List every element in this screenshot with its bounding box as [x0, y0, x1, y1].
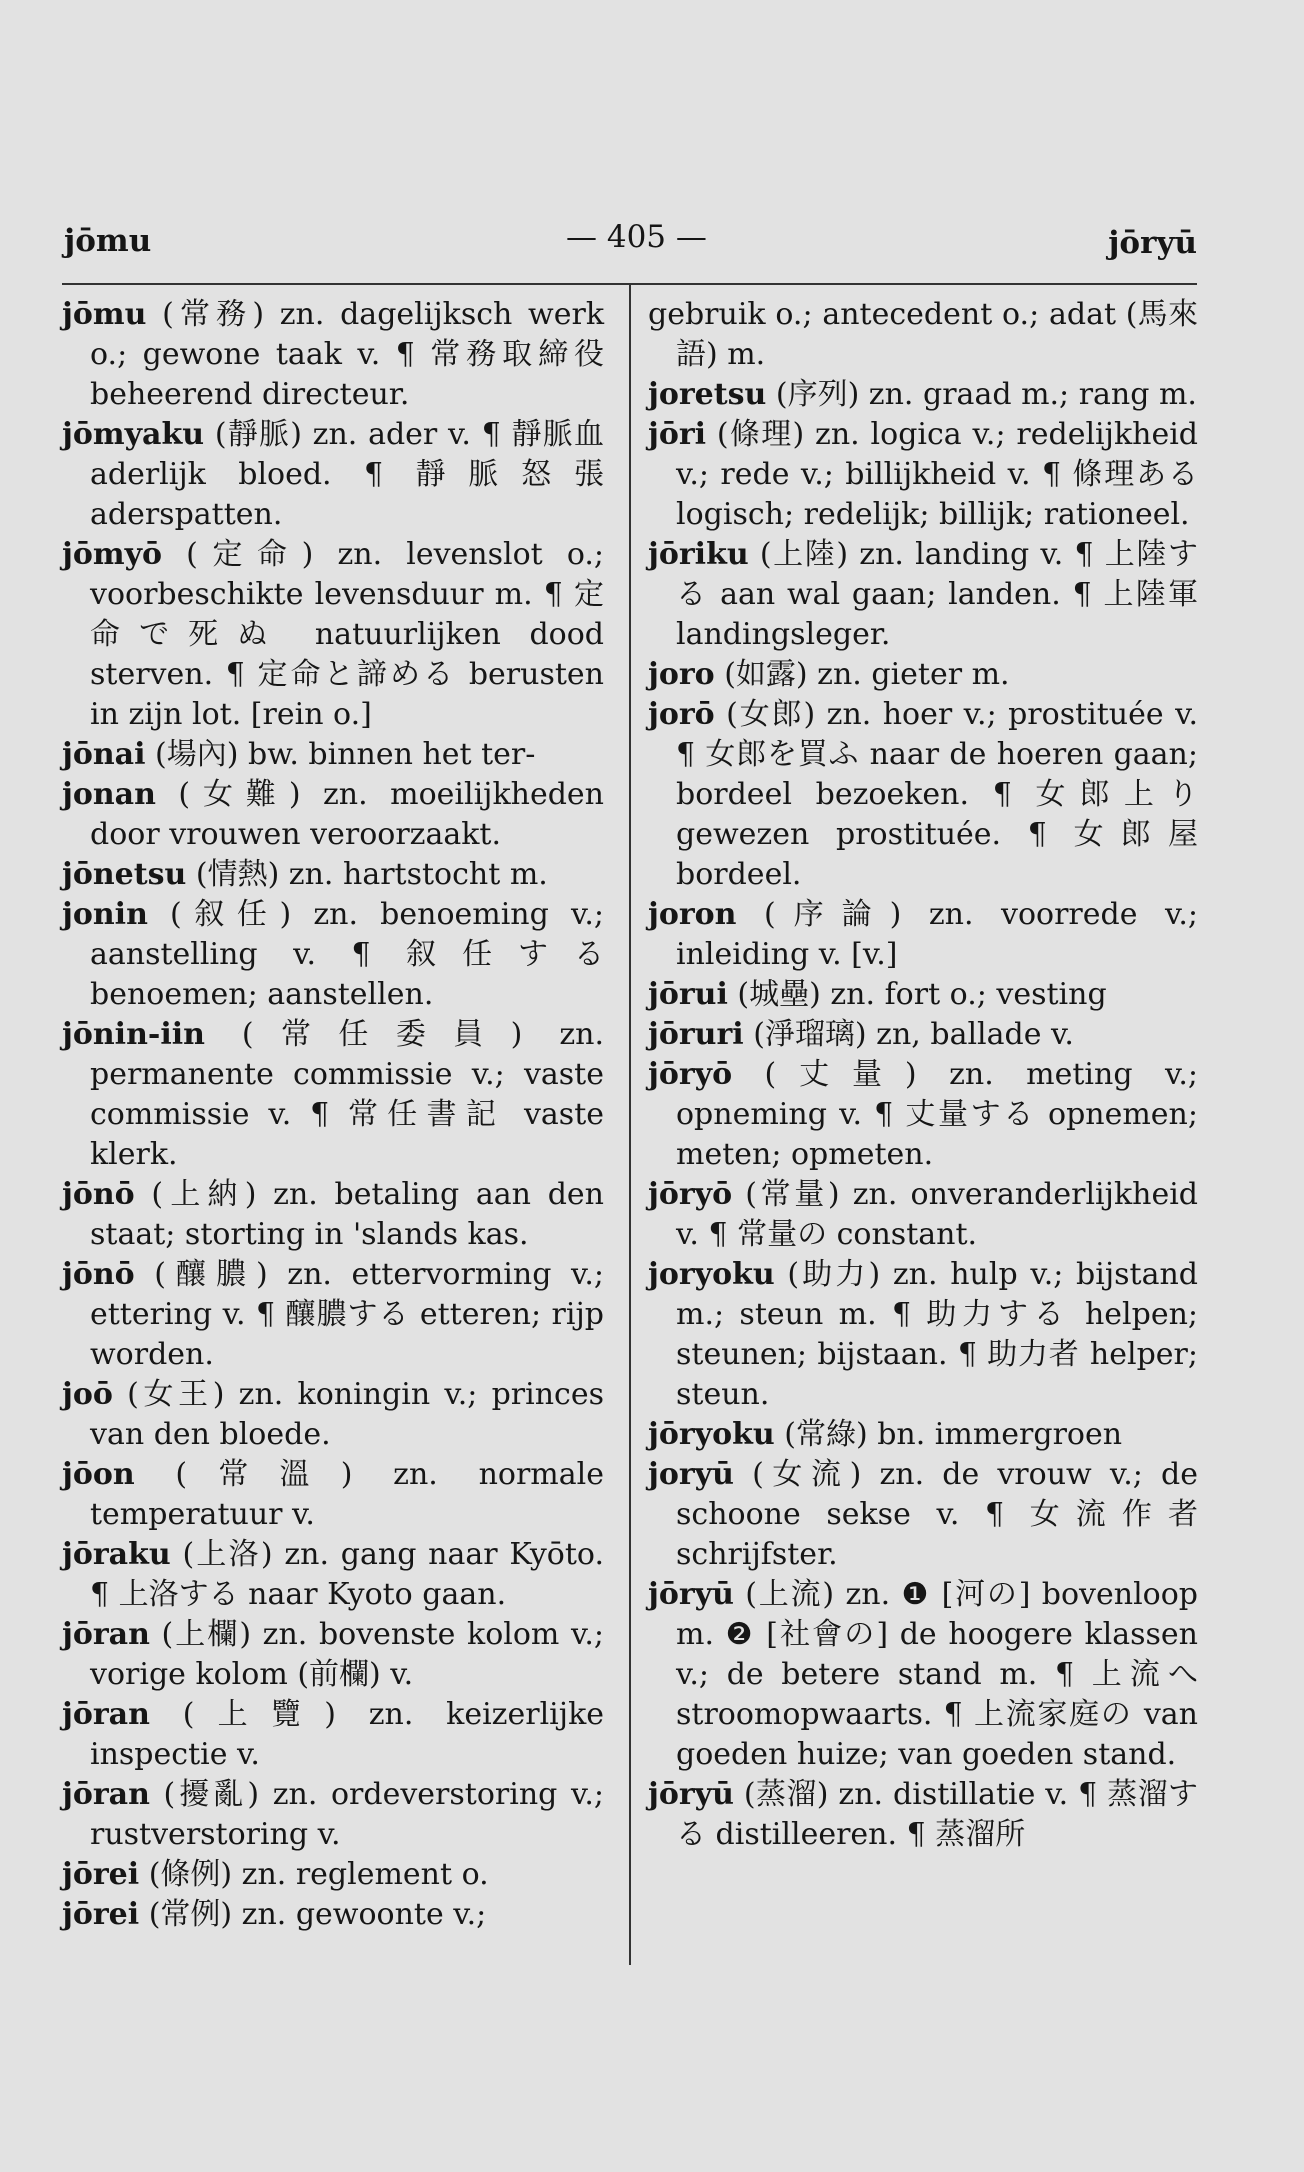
- entry-headword: joō: [62, 1377, 113, 1412]
- entry-definition: (上流) zn. ❶ [河の] bovenloop m. ❷ [社會の] de hoogere klassen v.; de betere stand m. ¶ 上流へ stroomopwaarts. ¶ 上流家庭の van goeden huize; van goeden stand.: [676, 1577, 1198, 1772]
- entry-headword: jōrui: [648, 977, 728, 1012]
- entry-headword: jōryū: [648, 1777, 734, 1812]
- entry-headword: jōmyaku: [62, 417, 205, 452]
- entry-definition: (定命) zn. levenslot o.; voorbeschikte levensduur m. ¶ 定命で死ぬ natuurlijken dood sterven. ¶ 定命と諦める berusten in zijn lot. [rein o.]: [90, 537, 604, 732]
- dictionary-entry: [648, 1255, 1198, 1415]
- entry-definition: (擾亂) zn. ordeverstoring v.; rustverstoring v.: [90, 1777, 604, 1852]
- dictionary-entry: [62, 895, 604, 1015]
- entry-definition: (情熱) zn. hartstocht m.: [186, 857, 548, 892]
- dictionary-entry: [648, 535, 1198, 655]
- entry-headword: jōriku: [648, 537, 749, 572]
- entry-definition: (女流) zn. de vrouw v.; de schoone sekse v. ¶ 女流作者 schrijfster.: [676, 1457, 1198, 1572]
- dictionary-entry: [648, 1775, 1198, 1855]
- entry-headword: jōran: [62, 1617, 150, 1652]
- entry-definition: (釀膿) zn. ettervorming v.; ettering v. ¶ 釀膿する etteren; rijp worden.: [90, 1257, 604, 1372]
- entry-headword: jōryō: [648, 1057, 733, 1092]
- dictionary-entry: [62, 1895, 604, 1935]
- dictionary-entry: [62, 775, 604, 855]
- dictionary-entry: [648, 695, 1198, 895]
- dictionary-entry: [62, 1695, 604, 1775]
- dictionary-entry: [62, 1855, 604, 1895]
- dictionary-entry: [648, 415, 1198, 535]
- page-number: — 405 —: [566, 219, 707, 255]
- entry-definition: (女王) zn. koningin v.; princes van den bloede.: [90, 1377, 604, 1452]
- right-column: [648, 295, 1198, 1855]
- entry-definition: (序列) zn. graad m.; rang m.: [766, 377, 1197, 412]
- entry-definition: (條理) zn. logica v.; redelijkheid v.; rede v.; billijkheid v. ¶ 條理ある logisch; redelijk; billijk; rationeel.: [676, 417, 1198, 532]
- dictionary-entry: [648, 975, 1198, 1015]
- dictionary-entry: [648, 1015, 1198, 1055]
- entry-definition: (上陸) zn. landing v. ¶ 上陸する aan wal gaan; landen. ¶ 上陸軍 landingsleger.: [676, 537, 1198, 652]
- entry-headword: jōrei: [62, 1857, 140, 1892]
- entry-headword: joryoku: [648, 1257, 775, 1292]
- right-running-headword: jōryū: [1108, 225, 1197, 261]
- entry-headword: joretsu: [648, 377, 767, 412]
- entry-definition: (常任委員) zn. permanente commissie v.; vaste commissie v. ¶ 常任書記 vaste klerk.: [90, 1017, 604, 1172]
- entry-definition: (常例) zn. gewoonte v.;: [139, 1897, 487, 1932]
- entry-definition: (靜脈) zn. ader v. ¶ 靜脈血 aderlijk bloed. ¶ 靜脈怒張 aderspatten.: [90, 417, 604, 532]
- entry-definition: (常務) zn. dagelijksch werk o.; gewone taak v. ¶ 常務取締役 beheerend directeur.: [90, 297, 604, 412]
- entry-headword: jōon: [62, 1457, 135, 1492]
- entry-definition: (上欄) zn. bovenste kolom v.; vorige kolom (前欄) v.: [90, 1617, 604, 1692]
- entry-headword: jōruri: [648, 1017, 744, 1052]
- dictionary-entry: [62, 1535, 604, 1615]
- column-divider: [629, 285, 631, 1965]
- dictionary-entry: [62, 415, 604, 535]
- entry-definition: (序論) zn. voorrede v.; inleiding v. [v.]: [676, 897, 1198, 972]
- entry-definition: gebruik o.; antecedent o.; adat (馬來語) m.: [648, 297, 1198, 372]
- entry-headword: jōryū: [648, 1577, 734, 1612]
- entry-definition: (助力) zn. hulp v.; bijstand m.; steun m. ¶ 助力する helpen; steunen; bijstaan. ¶ 助力者 helper; steun.: [676, 1257, 1198, 1412]
- entry-definition: (如露) zn. gieter m.: [714, 657, 1010, 692]
- entry-definition: (場內) bw. binnen het ter-: [145, 737, 536, 772]
- entry-headword: jonin: [62, 897, 148, 932]
- entry-headword: jōryoku: [648, 1417, 775, 1452]
- dictionary-entry: [648, 375, 1198, 415]
- dictionary-entry: [62, 855, 604, 895]
- entry-headword: joro: [648, 657, 715, 692]
- entry-definition: (蒸溜) zn. distillatie v. ¶ 蒸溜する distilleeren. ¶ 蒸溜所: [676, 1777, 1198, 1852]
- dictionary-entry: [648, 655, 1198, 695]
- entry-headword: jonan: [62, 777, 156, 812]
- entry-headword: jōraku: [62, 1537, 171, 1572]
- entry-headword: jōnai: [62, 737, 146, 772]
- dictionary-entry: [62, 1255, 604, 1375]
- dictionary-entry: [648, 1455, 1198, 1575]
- entry-headword: jōmu: [62, 297, 147, 332]
- page-header: [0, 215, 1304, 265]
- entry-definition: (女難) zn. moeilijkheden door vrouwen veroorzaakt.: [90, 777, 604, 852]
- dictionary-entry: [62, 535, 604, 735]
- entry-definition: (常量) zn. onveranderlijkheid v. ¶ 常量の constant.: [676, 1177, 1198, 1252]
- entry-headword: jōri: [648, 417, 707, 452]
- entry-headword: jōrei: [62, 1897, 140, 1932]
- dictionary-entry: [648, 895, 1198, 975]
- entry-headword: joron: [648, 897, 737, 932]
- dictionary-entry: [648, 1055, 1198, 1175]
- dictionary-entry: [62, 735, 604, 775]
- entry-headword: jōnō: [62, 1177, 135, 1212]
- dictionary-entry: [62, 1775, 604, 1855]
- dictionary-entry: [648, 1415, 1198, 1455]
- entry-definition: (叙任) zn. benoeming v.; aanstelling v. ¶ 叙任する benoemen; aanstellen.: [90, 897, 604, 1012]
- entry-definition: (淨瑠璃) zn, ballade v.: [743, 1017, 1074, 1052]
- entry-headword: jōmyō: [62, 537, 163, 572]
- entry-definition: (丈量) zn. meting v.; opneming v. ¶ 丈量する opnemen; meten; opmeten.: [676, 1057, 1198, 1172]
- entry-definition: (城壘) zn. fort o.; vesting: [727, 977, 1107, 1012]
- left-column: [62, 295, 604, 1935]
- left-running-headword: jōmu: [64, 223, 152, 259]
- entry-definition: (常綠) bn. immergroen: [774, 1417, 1123, 1452]
- dictionary-entry: [62, 1375, 604, 1455]
- dictionary-entry: [62, 295, 604, 415]
- dictionary-entry: [648, 1575, 1198, 1775]
- entry-headword: jōran: [62, 1777, 150, 1812]
- entry-headword: jōryō: [648, 1177, 733, 1212]
- entry-headword: jōnō: [62, 1257, 135, 1292]
- entry-headword: jōnetsu: [62, 857, 187, 892]
- entry-headword: joryū: [648, 1457, 734, 1492]
- entry-headword: jōnin-iin: [62, 1017, 205, 1052]
- dictionary-entry: [62, 1615, 604, 1695]
- entry-definition: (女郎) zn. hoer v.; prostituée v. ¶ 女郎を買ふ naar de hoeren gaan; bordeel bezoeken. ¶ 女郎上り gewezen prostituée. ¶ 女郎屋 bordeel.: [676, 697, 1198, 892]
- entry-definition: (上洛) zn. gang naar Kyōto. ¶ 上洛する naar Kyoto gaan.: [90, 1537, 604, 1612]
- entry-definition: (上納) zn. betaling aan den staat; storting in 'slands kas.: [90, 1177, 604, 1252]
- entry-headword: jōran: [62, 1697, 150, 1732]
- dictionary-entry: [648, 1175, 1198, 1255]
- dictionary-entry: [62, 1015, 604, 1175]
- entry-definition: (常溫) zn. normale temperatuur v.: [90, 1457, 604, 1532]
- entry-definition: (條例) zn. reglement o.: [139, 1857, 489, 1892]
- dictionary-entry: [62, 1455, 604, 1535]
- entry-definition: (上覽) zn. keizerlijke inspectie v.: [90, 1697, 604, 1772]
- dictionary-entry: [648, 295, 1198, 375]
- dictionary-entry: [62, 1175, 604, 1255]
- entry-headword: jorō: [648, 697, 715, 732]
